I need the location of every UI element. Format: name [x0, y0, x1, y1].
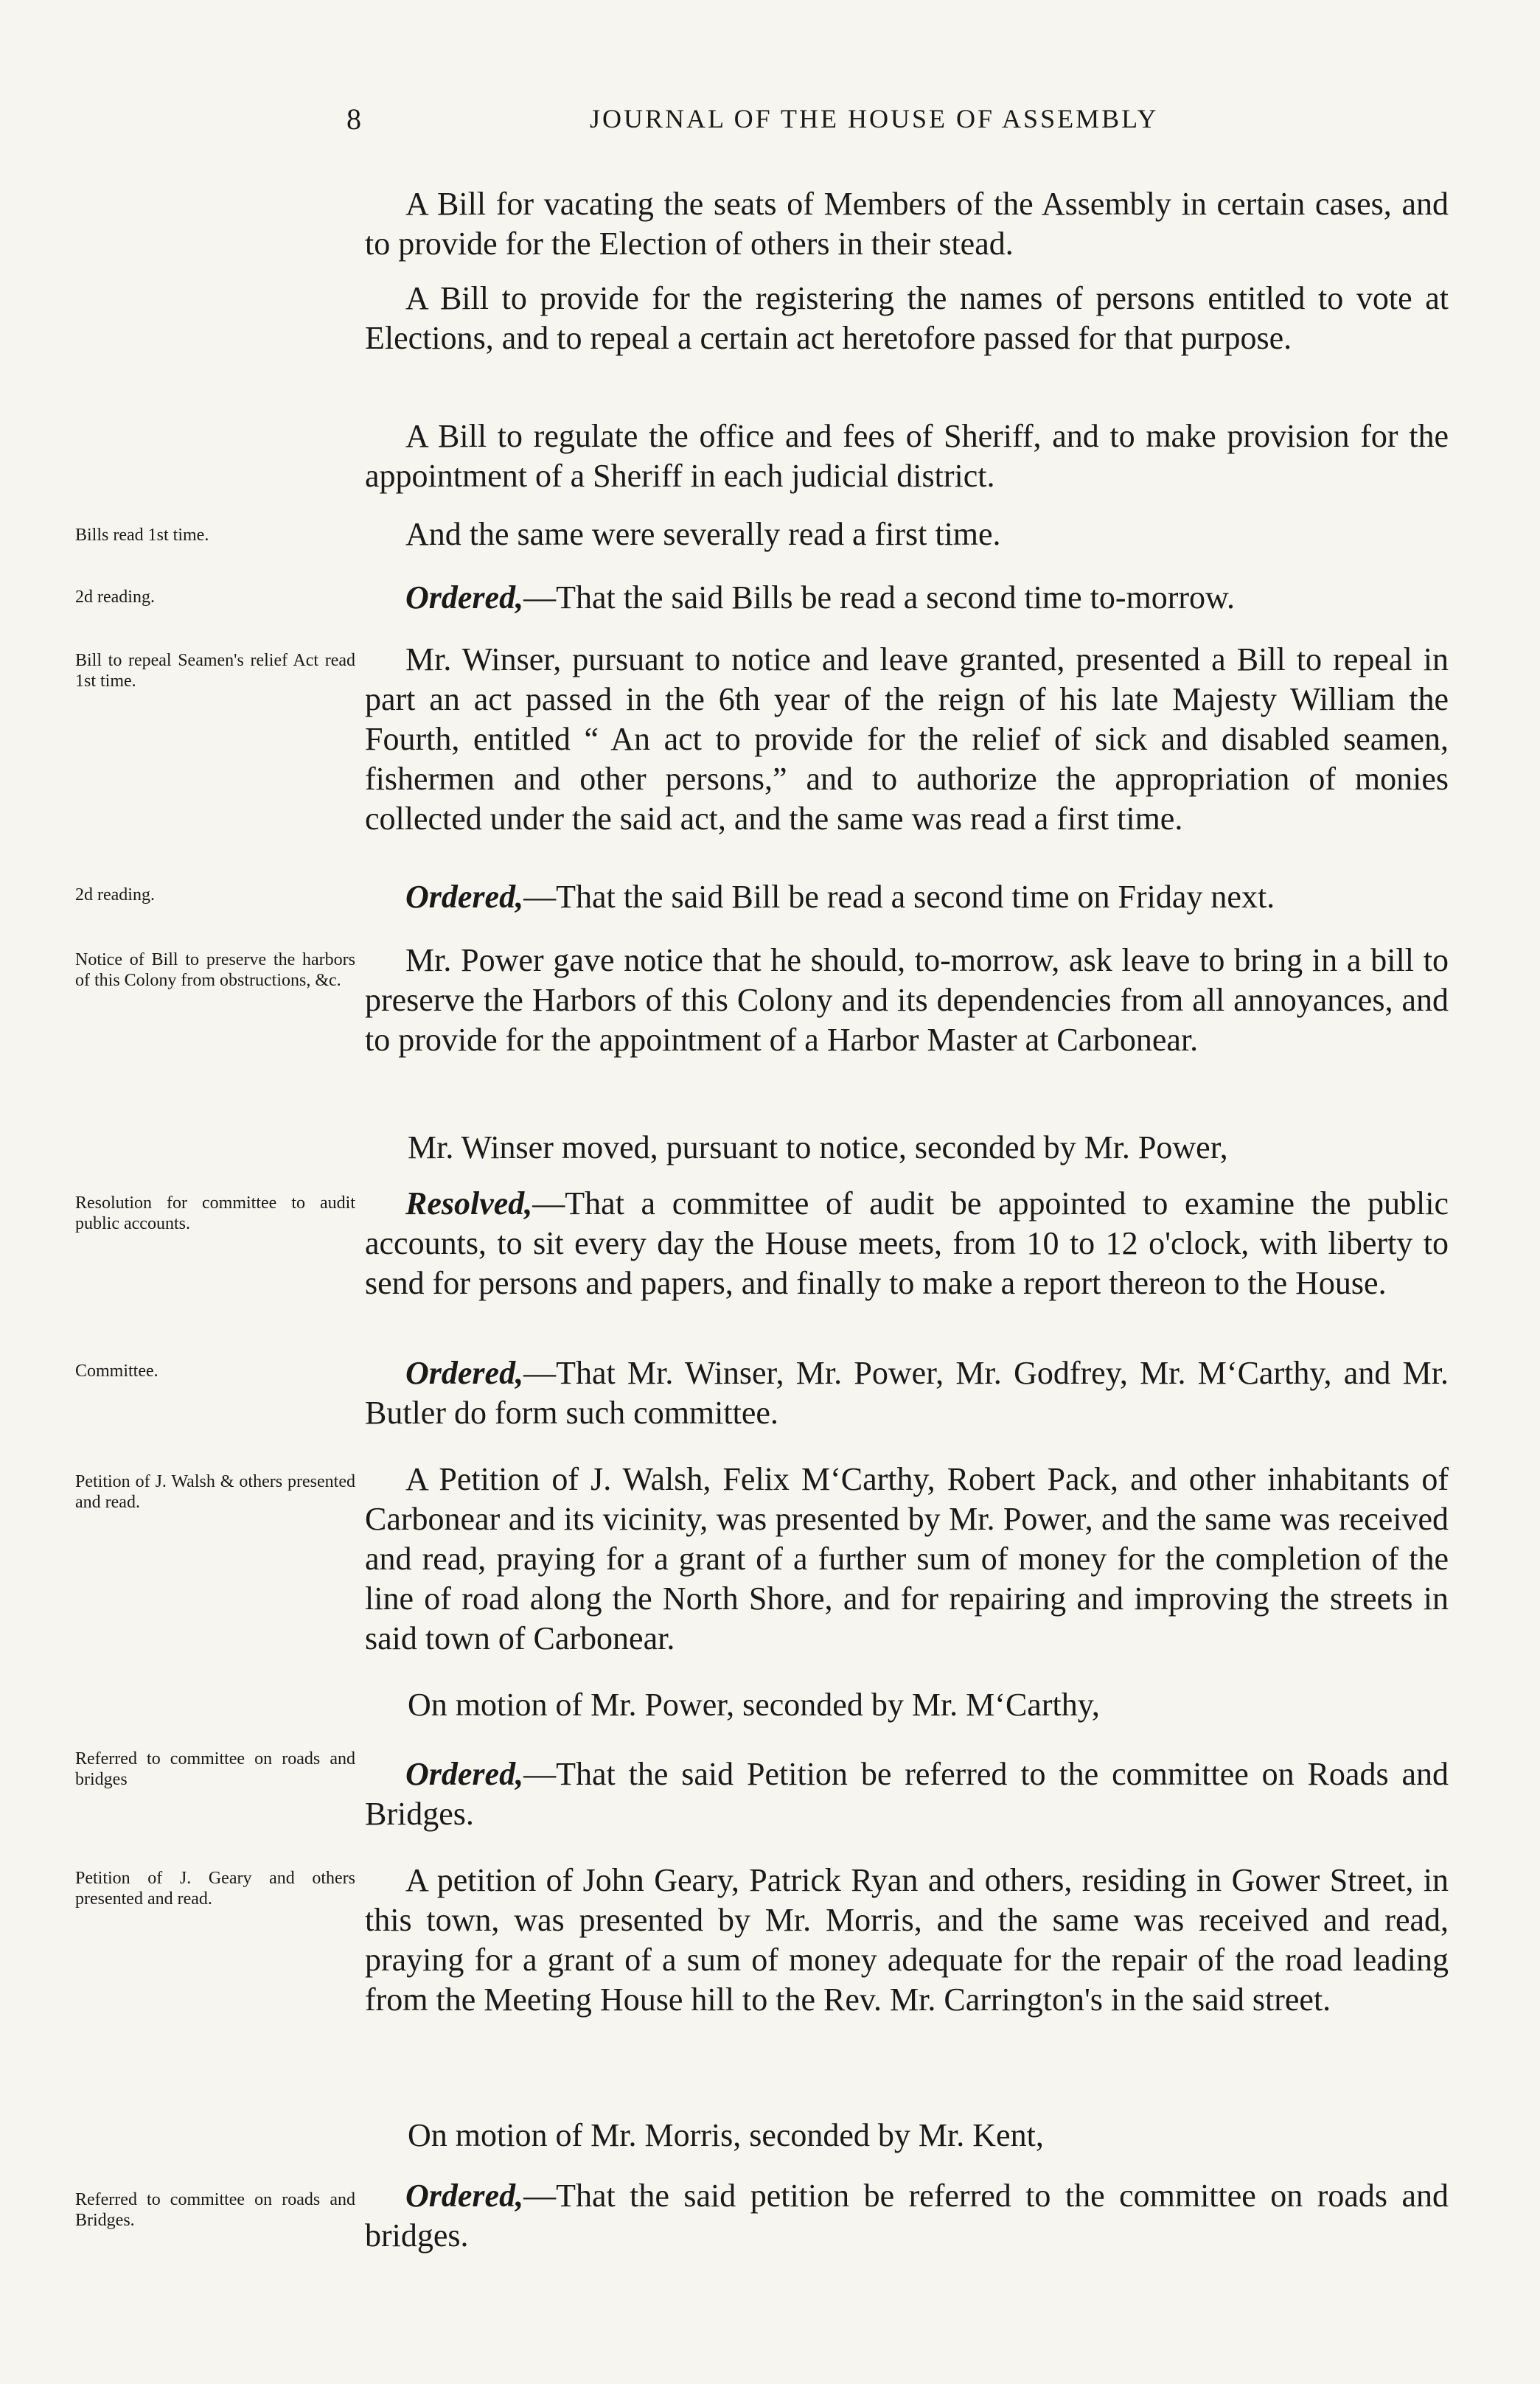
paragraph-text: —That Mr. Winser, Mr. Power, Mr. Godfrey, Mr. M‘Carthy, and Mr. Butler do form such committee. — [365, 1355, 1449, 1431]
paragraph-text: A petition of John Geary, Patrick Ryan and others, residing in Gower Street, in this town, was presented by Mr. Morris, and the same was received and read, praying for a grant of a sum of money adequate for the repair of the road leading from the Meeting House hill to the Rev. Mr. Carrington's in the said street. — [365, 1862, 1449, 2018]
page-number: 8 — [346, 102, 362, 136]
margin-note-audit-resolution: Resolution for committee to audit public accounts. — [75, 1193, 355, 1233]
paragraph-motion-power — [365, 1685, 1449, 1725]
paragraph-ordered-committee — [365, 1353, 1449, 1433]
paragraph-seamen-relief-bill — [365, 640, 1449, 839]
paragraph-text: —That the said petition be referred to the committee on roads and bridges. — [365, 2178, 1449, 2254]
ordered-lead: Ordered, — [405, 879, 524, 915]
margin-note-bills-read: Bills read 1st time. — [75, 526, 209, 545]
paragraph-walsh-petition — [365, 1460, 1449, 1659]
margin-note-2d-reading: 2d reading. — [75, 885, 155, 905]
paragraph-text: A Petition of J. Walsh, Felix M‘Carthy, Robert Pack, and other inhabitants of Carbonear and its vicinity, was presented by Mr. Power, and the same was received and read, praying for a grant of a further sum of money for the completion of the line of road along the North Shore, and for repairing and improving the streets in said town of Carbonear. — [365, 1461, 1449, 1656]
paragraph-text: A Bill to provide for the registering the names of persons entitled to vote at Elections, and to repeal a certain act heretofore passed for that purpose. — [365, 280, 1449, 356]
paragraph-text: —That the said Bill be read a second time on Friday next. — [523, 879, 1275, 915]
ordered-lead: Ordered, — [405, 579, 524, 616]
running-title: JOURNAL OF THE HOUSE OF ASSEMBLY — [590, 104, 1159, 133]
margin-note-seamen-bill: Bill to repeal Seamen's relief Act read 1st time. — [75, 651, 355, 691]
ordered-lead: Ordered, — [405, 2178, 524, 2214]
paragraph-text: A Bill to regulate the office and fees of Sheriff, and to make provision for the appointment of a Sheriff in each judicial district. — [365, 418, 1449, 494]
paragraph-harbors-notice — [365, 941, 1449, 1060]
paragraph-text: Mr. Power gave notice that he should, to-morrow, ask leave to bring in a bill to preserve the Harbors of this Colony and its dependencies from all annoyances, and to provide for the appointment of a Harbor Master at Carbonear. — [365, 942, 1449, 1058]
margin-note-harbors-bill: Notice of Bill to preserve the harbors of this Colony from obstructions, &c. — [75, 950, 355, 990]
paragraph-severally-read — [365, 515, 1449, 554]
paragraph-motion-morris — [365, 2116, 1449, 2155]
paragraph-winser-moved — [365, 1128, 1449, 1168]
paragraph-geary-petition — [365, 1861, 1449, 2020]
margin-note-referred-roads: Referred to committee on roads and bridges — [75, 1749, 355, 1789]
paragraph-ordered-friday — [365, 877, 1449, 917]
paragraph-text: On motion of Mr. Power, seconded by Mr. M‘Carthy, — [408, 1687, 1100, 1723]
margin-note-2d-reading: 2d reading. — [75, 588, 155, 607]
paragraph-text: —That the said Bills be read a second time to-morrow. — [523, 579, 1235, 616]
paragraph-ordered-second-reading — [365, 578, 1449, 618]
margin-note-referred-roads-2: Referred to committee on roads and Bridges. — [75, 2190, 355, 2230]
paragraph-text: Mr. Winser, pursuant to notice and leave granted, presented a Bill to repeal in part an act passed in the 6th year of the reign of his late Majesty William the Fourth, entitled “ An act to provide for the relief of sick and disabled seamen, fishermen and other persons,” and to authorize the appropriation of monies collected under the said act, and the same was read a first time. — [365, 641, 1449, 837]
paragraph-ordered-referred — [365, 1754, 1449, 1834]
paragraph-resolved-audit — [365, 1184, 1449, 1303]
paragraph-text: And the same were severally read a first time. — [405, 516, 1001, 552]
paragraph-text: A Bill for vacating the seats of Members of the Assembly in certain cases, and to provide for the Election of others in their stead. — [365, 186, 1449, 262]
paragraph-bill-sheriff — [365, 416, 1449, 496]
margin-note-walsh-petition: Petition of J. Walsh & others presented and read. — [75, 1472, 355, 1512]
ordered-lead: Ordered, — [405, 1355, 524, 1391]
page-header — [346, 102, 1452, 146]
paragraph-text: Mr. Winser moved, pursuant to notice, seconded by Mr. Power, — [408, 1129, 1228, 1165]
paragraph-text: —That a committee of audit be appointed to examine the public accounts, to sit every day the House meets, from 10 to 12 o'clock, with liberty to send for persons and papers, and finally to make a report thereon to the House. — [365, 1185, 1449, 1301]
paragraph-ordered-referred-2 — [365, 2176, 1449, 2256]
resolved-lead: Resolved, — [405, 1185, 533, 1221]
paragraph-text: —That the said Petition be referred to the committee on Roads and Bridges. — [365, 1756, 1449, 1832]
paragraph-text: On motion of Mr. Morris, seconded by Mr. Kent, — [408, 2117, 1044, 2153]
paragraph-bill-vacating-seats — [365, 184, 1449, 264]
ordered-lead: Ordered, — [405, 1756, 524, 1792]
margin-note-geary-petition: Petition of J. Geary and others presented and read. — [75, 1869, 355, 1909]
paragraph-bill-registering-names — [365, 279, 1449, 358]
margin-note-committee: Committee. — [75, 1362, 158, 1381]
